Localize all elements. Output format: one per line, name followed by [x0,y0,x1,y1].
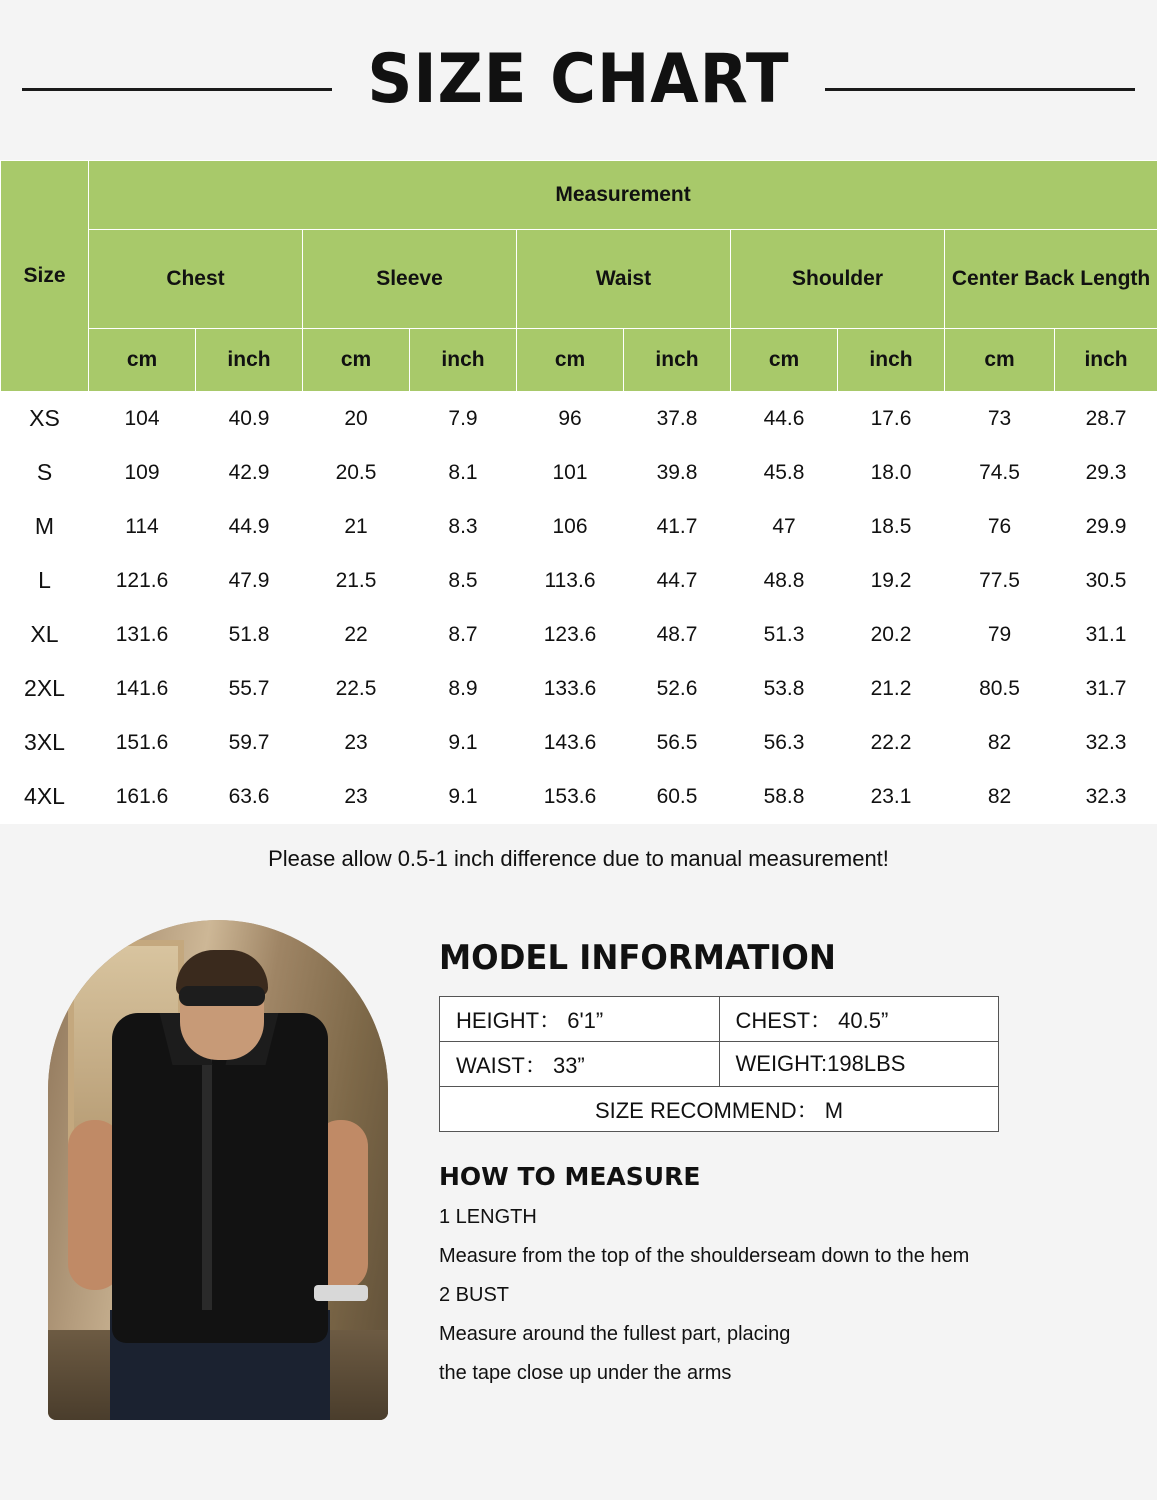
cell: 48.8 [731,554,838,608]
cell: 7.9 [410,392,517,446]
cell: 56.3 [731,716,838,770]
header-unit-cbl-cm: cm [945,329,1055,392]
row-size-label: S [1,446,89,500]
cell: 82 [945,716,1055,770]
cell: 55.7 [196,662,303,716]
cell: 63.6 [196,770,303,824]
table-row [1,662,1157,716]
model-size-recommend: SIZE RECOMMEND： M [440,1087,999,1132]
table-row [1,716,1157,770]
row-size-label: XL [1,608,89,662]
model-waist: WAIST： 33” [440,1042,720,1087]
row-size-label: M [1,500,89,554]
cell: 44.6 [731,392,838,446]
model-chest: CHEST： 40.5” [719,997,999,1042]
cell: 44.9 [196,500,303,554]
header-size: Size [1,161,89,392]
cell: 8.5 [410,554,517,608]
cell: 20.2 [838,608,945,662]
header-unit-waist-inch: inch [624,329,731,392]
cell: 9.1 [410,716,517,770]
row-size-label: 4XL [1,770,89,824]
cell: 31.1 [1055,608,1157,662]
cell: 8.9 [410,662,517,716]
cell: 47 [731,500,838,554]
title-section [0,0,1157,160]
cell: 82 [945,770,1055,824]
model-weight: WEIGHT:198LBS [719,1042,999,1087]
header-measurement: Measurement [89,161,1157,230]
title-rule-left [22,88,332,91]
cell: 17.6 [838,392,945,446]
header-group-chest: Chest [89,230,303,329]
cell: 23 [303,716,410,770]
cell: 153.6 [517,770,624,824]
cell: 161.6 [89,770,196,824]
cell: 20.5 [303,446,410,500]
model-row-waist-weight [440,1042,999,1087]
cell: 22 [303,608,410,662]
how-to-measure-item1-label: 1 LENGTH [439,1206,537,1228]
model-photo [48,920,388,1420]
cell: 29.3 [1055,446,1157,500]
cell: 37.8 [624,392,731,446]
cell: 44.7 [624,554,731,608]
row-size-label: 3XL [1,716,89,770]
model-row-height-chest [440,997,999,1042]
cell: 45.8 [731,446,838,500]
cell: 53.8 [731,662,838,716]
table-header-row-groups [1,230,1157,329]
table-header-row-measurement [1,161,1157,230]
sunglasses-icon [179,986,265,1006]
cell: 101 [517,446,624,500]
cell: 21.5 [303,554,410,608]
table-row [1,446,1157,500]
cell: 31.7 [1055,662,1157,716]
cell: 133.6 [517,662,624,716]
model-information-title: MODEL INFORMATION [439,938,836,978]
cell: 42.9 [196,446,303,500]
cell: 32.3 [1055,770,1157,824]
cell: 19.2 [838,554,945,608]
header-unit-shoulder-cm: cm [731,329,838,392]
cell: 96 [517,392,624,446]
header-group-shoulder: Shoulder [731,230,945,329]
size-table-block [0,160,1157,898]
header-unit-cbl-inch: inch [1055,329,1157,392]
cell: 21.2 [838,662,945,716]
cell: 20 [303,392,410,446]
header-unit-chest-inch: inch [196,329,303,392]
cell: 28.7 [1055,392,1157,446]
how-to-measure-title: HOW TO MEASURE [439,1162,701,1191]
model-info-column [439,920,1135,1420]
cell: 113.6 [517,554,624,608]
cell: 18.0 [838,446,945,500]
page-title: SIZE CHART [353,46,805,114]
header-group-waist: Waist [517,230,731,329]
photo-model-shirt [112,1013,328,1343]
cell: 40.9 [196,392,303,446]
row-size-label: XS [1,392,89,446]
table-row [1,608,1157,662]
model-photo-column [30,920,415,1420]
cell: 80.5 [945,662,1055,716]
cell: 114 [89,500,196,554]
cell: 121.6 [89,554,196,608]
table-row [1,770,1157,824]
how-to-measure-item2-label: 2 BUST [439,1284,510,1306]
cell: 8.7 [410,608,517,662]
how-to-measure-item2-text-line1: Measure around the fullest part, placing [439,1323,791,1345]
cell: 109 [89,446,196,500]
cell: 30.5 [1055,554,1157,608]
cell: 48.7 [624,608,731,662]
cell: 29.9 [1055,500,1157,554]
cell: 79 [945,608,1055,662]
cell: 52.6 [624,662,731,716]
header-unit-waist-cm: cm [517,329,624,392]
cell: 58.8 [731,770,838,824]
cell: 104 [89,392,196,446]
row-size-label: 2XL [1,662,89,716]
cell: 51.3 [731,608,838,662]
cell: 56.5 [624,716,731,770]
cell: 106 [517,500,624,554]
cell: 123.6 [517,608,624,662]
header-group-center-back-length: Center Back Length [945,230,1157,329]
lower-section [0,898,1157,1420]
cell: 77.5 [945,554,1055,608]
cell: 23.1 [838,770,945,824]
cell: 22.2 [838,716,945,770]
table-row [1,500,1157,554]
cell: 18.5 [838,500,945,554]
row-size-label: L [1,554,89,608]
cell: 21 [303,500,410,554]
header-group-sleeve: Sleeve [303,230,517,329]
cell: 23 [303,770,410,824]
how-to-measure-item1-text: Measure from the top of the shoulderseam down to the hem [439,1245,970,1267]
cell: 76 [945,500,1055,554]
cell: 51.8 [196,608,303,662]
header-unit-sleeve-cm: cm [303,329,410,392]
header-unit-sleeve-inch: inch [410,329,517,392]
cell: 47.9 [196,554,303,608]
size-table [0,160,1157,824]
cell: 8.1 [410,446,517,500]
cell: 22.5 [303,662,410,716]
cell: 8.3 [410,500,517,554]
measurement-note: Please allow 0.5-1 inch difference due to manual measurement! [0,824,1157,898]
table-header-row-units [1,329,1157,392]
model-row-size-recommend [440,1087,999,1132]
cell: 9.1 [410,770,517,824]
cell: 151.6 [89,716,196,770]
how-to-measure-item2-text-line2: the tape close up under the arms [439,1362,732,1384]
cell: 141.6 [89,662,196,716]
title-rule-right [825,88,1135,91]
cell: 143.6 [517,716,624,770]
table-row [1,392,1157,446]
cell: 39.8 [624,446,731,500]
model-height: HEIGHT： 6'1” [440,997,720,1042]
header-unit-chest-cm: cm [89,329,196,392]
cell: 59.7 [196,716,303,770]
table-row [1,554,1157,608]
header-unit-shoulder-inch: inch [838,329,945,392]
cell: 60.5 [624,770,731,824]
cell: 32.3 [1055,716,1157,770]
photo-model-watch [314,1285,368,1301]
cell: 74.5 [945,446,1055,500]
cell: 131.6 [89,608,196,662]
cell: 41.7 [624,500,731,554]
model-information-table [439,996,999,1132]
cell: 73 [945,392,1055,446]
photo-shirt-placket [202,1030,212,1310]
